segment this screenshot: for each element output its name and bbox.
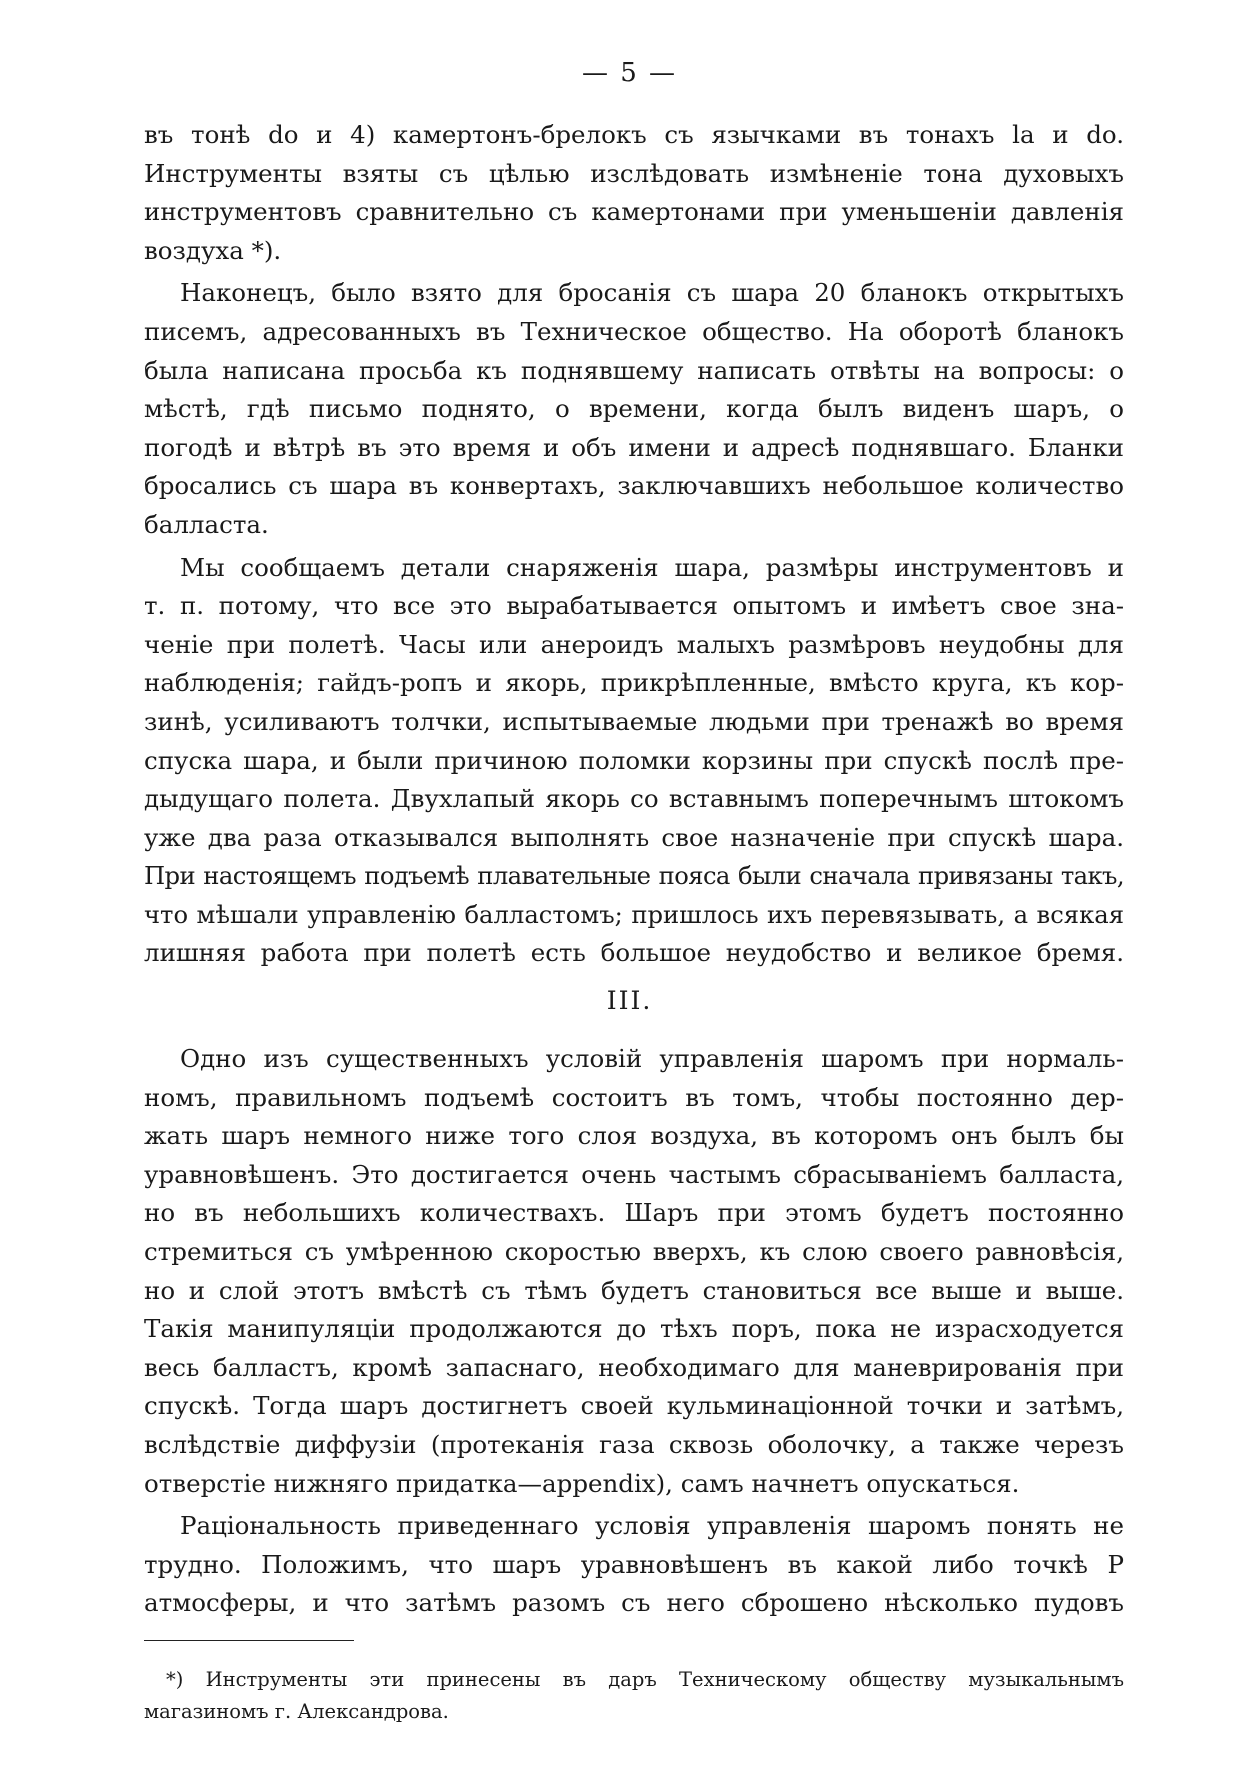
- paragraph-line: весь балластъ, кромѣ запаснаго, необходимаго для маневрированія при: [144, 1352, 1124, 1382]
- paragraph-line: воздуха *).: [144, 235, 282, 265]
- paragraph-line: уже два раза отказывался выполнять свое назначеніе при спускѣ шара.: [144, 822, 1124, 852]
- paragraph-line: Наконецъ, было взято для бросанія съ шара 20 бланокъ открытыхъ: [180, 278, 1124, 308]
- paragraph-line: Инструменты взяты съ цѣлью изслѣдовать измѣненіе тона духовыхъ: [144, 158, 1124, 188]
- paragraph-line: уравновѣшенъ. Это достигается очень частымъ сбрасываніемъ балласта,: [144, 1159, 1124, 1189]
- paragraph-line: т. п. потому, что все это вырабатывается опытомъ и имѣетъ свое зна-: [144, 591, 1124, 621]
- paragraph-line: При настоящемъ подъемѣ плавательные пояса были сначала привязаны такъ,: [144, 861, 1124, 891]
- paragraph-line: ченіе при полетѣ. Часы или анероидъ малыхъ размѣровъ неудобны для: [144, 629, 1124, 659]
- paragraph-line: балласта.: [144, 509, 269, 539]
- paragraph-line: была написана просьба къ поднявшему написать отвѣты на вопросы: о: [144, 355, 1124, 385]
- paragraph-line: инструментовъ сравнительно съ камертонами при уменьшеніи давленія: [144, 197, 1124, 227]
- paragraph-line: наблюденія; гайдъ-ропъ и якорь, прикрѣпленные, вмѣсто круга, къ кор-: [144, 668, 1124, 698]
- footnote: [144, 1664, 1124, 1728]
- footnote-line: магазиномъ г. Александрова.: [144, 1700, 449, 1723]
- paragraph-line: бросались съ шара въ конвертахъ, заключавшихъ небольшое количество: [144, 471, 1124, 501]
- text-block-lower: [144, 1040, 1124, 1623]
- paragraph-line: Раціональность приведеннаго условія управленія шаромъ понять не: [180, 1511, 1124, 1541]
- footnote-line: *) Инструменты эти принесены въ даръ Техническому обществу музыкальнымъ: [166, 1668, 1124, 1691]
- paragraph-line: отверстіе нижняго придатка—appendix), самъ начнетъ опускаться.: [144, 1468, 1020, 1498]
- footnote-divider: [144, 1640, 354, 1641]
- page-number: — 5 —: [581, 58, 678, 88]
- paragraph-line: мѣстѣ, гдѣ письмо поднято, о времени, когда былъ виденъ шаръ, о: [144, 394, 1124, 424]
- paragraph-line: въ тонѣ do и 4) камертонъ-брелокъ съ язычками въ тонахъ la и do.: [144, 120, 1124, 149]
- paragraph-line: трудно. Положимъ, что шаръ уравновѣшенъ въ какой либо точкѣ P: [144, 1549, 1124, 1579]
- paragraph-line: Мы сообщаемъ детали снаряженія шара, размѣры инструментовъ и: [180, 552, 1124, 582]
- paragraph-line: что мѣшали управленію балластомъ; пришлось ихъ перевязывать, а всякая: [144, 899, 1124, 929]
- paragraph-line: жать шаръ немного ниже того слоя воздуха, въ которомъ онъ былъ бы: [144, 1121, 1124, 1151]
- paragraph-line: Одно изъ существенныхъ условій управленія шаромъ при нормаль-: [180, 1044, 1124, 1073]
- paragraph-line: но и слой этотъ вмѣстѣ съ тѣмъ будетъ становиться все выше и выше.: [144, 1275, 1124, 1305]
- text-block-upper: [144, 116, 1124, 973]
- paragraph-line: атмосферы, и что затѣмъ разомъ съ него сброшено нѣсколько пудовъ: [144, 1588, 1124, 1618]
- paragraph-line: но въ небольшихъ количествахъ. Шаръ при этомъ будетъ постоянно: [144, 1198, 1124, 1228]
- section-heading: III.: [606, 986, 653, 1015]
- paragraph-line: спускѣ. Тогда шаръ достигнетъ своей кульминаціонной точки и затѣмъ,: [144, 1391, 1124, 1421]
- paragraph-line: зинѣ, усиливаютъ толчки, испытываемые людьми при тренажѣ во время: [144, 706, 1124, 736]
- paragraph-line: стремиться съ умѣренною скоростью вверхъ, къ слою своего равновѣсія,: [144, 1236, 1124, 1266]
- paragraph-line: вслѣдствіе диффузіи (протеканія газа сквозь оболочку, а также черезъ: [144, 1429, 1124, 1459]
- paragraph-line: дыдущаго полета. Двухлапый якорь со вставнымъ поперечнымъ штокомъ: [144, 784, 1124, 814]
- paragraph-line: спуска шара, и были причиною поломки корзины при спускѣ послѣ пре-: [144, 745, 1124, 775]
- paragraph-line: писемъ, адресованныхъ въ Техническое общество. На оборотѣ бланокъ: [144, 316, 1124, 346]
- paragraph-line: номъ, правильномъ подъемѣ состоитъ въ томъ, чтобы постоянно дер-: [144, 1082, 1124, 1112]
- paragraph-line: погодѣ и вѣтрѣ въ это время и объ имени и адресѣ поднявшаго. Бланки: [144, 432, 1124, 462]
- paragraph-line: Такія манипуляціи продолжаются до тѣхъ поръ, пока не израсходуется: [144, 1314, 1124, 1344]
- paragraph-line: лишняя работа при полетѣ есть большое неудобство и великое бремя.: [144, 938, 1124, 968]
